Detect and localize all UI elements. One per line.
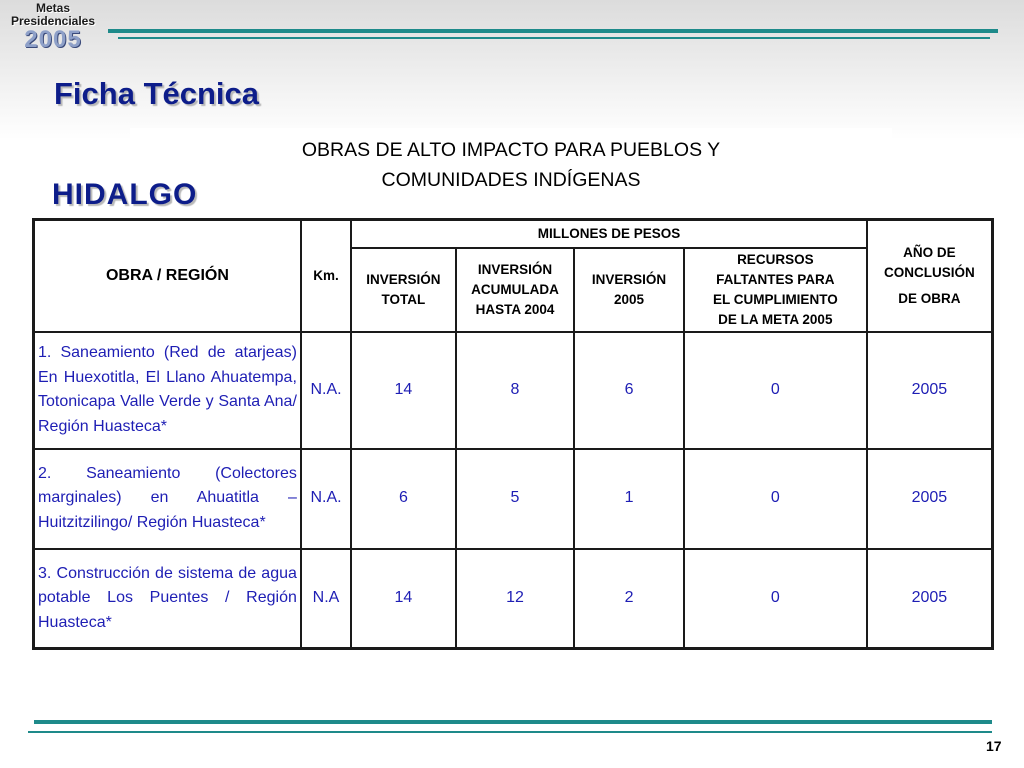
header-anio-line-2: CONCLUSIÓN xyxy=(884,264,975,280)
header-acum-line-1: INVERSIÓN xyxy=(477,261,553,277)
recursos-faltantes-cell: 0 xyxy=(684,549,867,649)
table-row xyxy=(34,549,993,649)
anio-conclusion-cell: 2005 xyxy=(867,549,993,649)
km-cell: N.A. xyxy=(301,332,351,449)
header-inversion-2005 xyxy=(574,248,684,332)
inversion-acumulada-cell: 5 xyxy=(456,449,575,549)
obra-cell: 1. Saneamiento (Red de atarjeas) En Huexotitla, El Llano Ahuatempa, Totonicapa Valle Verde y Santa Ana/ Región Huasteca* xyxy=(34,332,301,449)
header-inversion-acumulada xyxy=(456,248,575,332)
logo-line-2: Presidenciales xyxy=(10,14,96,28)
inversion-total-cell: 14 xyxy=(351,549,456,649)
table-row xyxy=(34,449,993,549)
header-obra-region: OBRA / REGIÓN xyxy=(34,220,301,332)
header-rule-thin xyxy=(118,37,990,39)
km-cell: N.A. xyxy=(301,449,351,549)
inversion-2005-cell: 6 xyxy=(574,332,684,449)
header-total-line-2: TOTAL xyxy=(381,291,426,307)
inversion-acumulada-cell: 12 xyxy=(456,549,575,649)
inversion-acumulada-cell: 8 xyxy=(456,332,575,449)
header-rule-thick xyxy=(108,29,998,33)
subtitle-line-1: OBRAS DE ALTO IMPACTO PARA PUEBLOS Y xyxy=(301,139,721,161)
table-row xyxy=(34,332,993,449)
header-acum-line-2: ACUMULADA xyxy=(471,281,559,297)
header-anio-line-3: DE OBRA xyxy=(898,290,961,306)
inversion-2005-cell: 1 xyxy=(574,449,684,549)
header-total-line-1: INVERSIÓN xyxy=(366,271,441,287)
inversion-total-cell: 14 xyxy=(351,332,456,449)
obra-cell: 3. Construcción de sistema de agua potable Los Puentes / Región Huasteca* xyxy=(34,549,301,649)
subtitle-line-2: COMUNIDADES INDÍGENAS xyxy=(381,169,641,191)
technical-sheet-table xyxy=(32,218,994,650)
header-inversion-total xyxy=(351,248,456,332)
header-acum-line-3: HASTA 2004 xyxy=(475,301,555,317)
header-anio-conclusion xyxy=(867,220,993,332)
header-falt-line-1: RECURSOS xyxy=(737,251,814,267)
state-heading: HIDALGO xyxy=(52,178,198,211)
inversion-2005-cell: 2 xyxy=(574,549,684,649)
header-recursos-faltantes xyxy=(684,248,867,332)
page-title: Ficha Técnica xyxy=(54,76,260,111)
logo-line-1: Metas xyxy=(35,1,70,15)
footer-rule-thin xyxy=(28,731,992,733)
recursos-faltantes-cell: 0 xyxy=(684,332,867,449)
header-inv2005-line-2: 2005 xyxy=(614,291,645,307)
subtitle xyxy=(130,128,892,198)
header-millones-de-pesos: MILLONES DE PESOS xyxy=(351,220,867,248)
header-falt-line-4: DE LA META 2005 xyxy=(718,311,833,327)
footer-rule-thick xyxy=(34,720,992,724)
header-falt-line-3: EL CUMPLIMIENTO xyxy=(712,291,838,307)
header-anio-line-1: AÑO DE xyxy=(903,244,956,260)
km-cell: N.A xyxy=(301,549,351,649)
recursos-faltantes-cell: 0 xyxy=(684,449,867,549)
anio-conclusion-cell: 2005 xyxy=(867,449,993,549)
logo-year: 2005 xyxy=(24,26,82,53)
metas-presidenciales-logo xyxy=(8,2,98,52)
obra-cell: 2. Saneamiento (Colectores marginales) en Ahuatitla – Huitzitzilingo/ Región Huasteca* xyxy=(34,449,301,549)
page-number: 17 xyxy=(986,738,1002,754)
header-inv2005-line-1: INVERSIÓN xyxy=(591,271,667,287)
header-km: Km. xyxy=(301,220,351,332)
header-falt-line-2: FALTANTES PARA xyxy=(716,271,835,287)
anio-conclusion-cell: 2005 xyxy=(867,332,993,449)
inversion-total-cell: 6 xyxy=(351,449,456,549)
